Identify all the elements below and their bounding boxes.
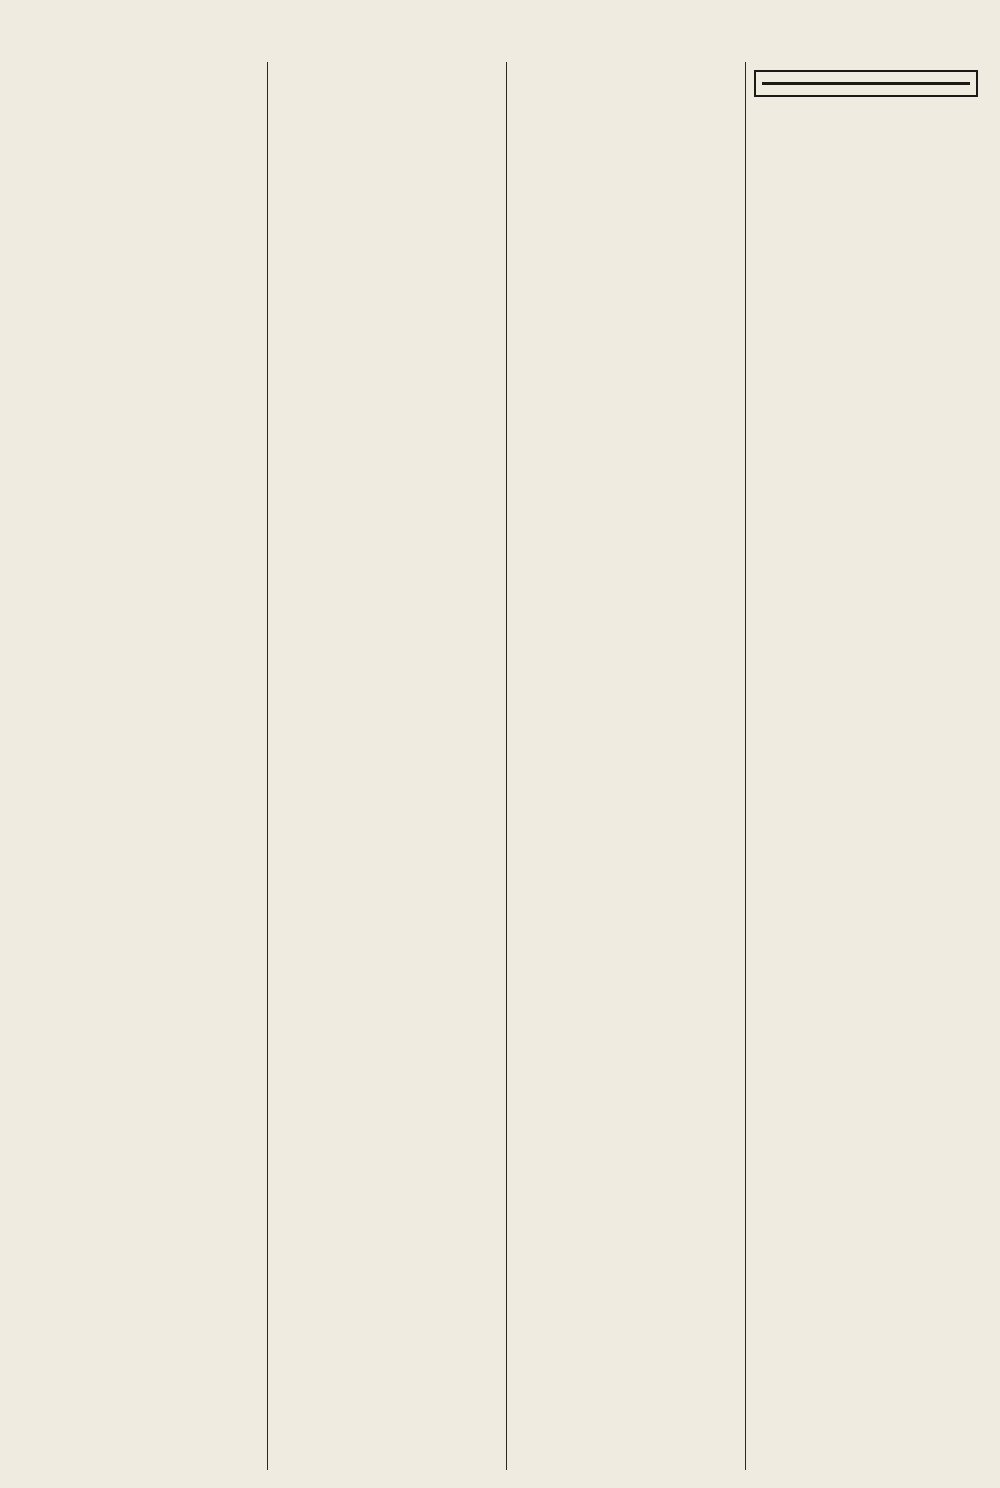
column-3 <box>506 62 745 1470</box>
column-1 <box>28 62 267 1470</box>
ad-rule <box>762 82 970 85</box>
column-2 <box>267 62 506 1470</box>
columns <box>28 62 986 1470</box>
column-4 <box>745 62 984 1470</box>
advertisement-hauer <box>754 70 978 97</box>
